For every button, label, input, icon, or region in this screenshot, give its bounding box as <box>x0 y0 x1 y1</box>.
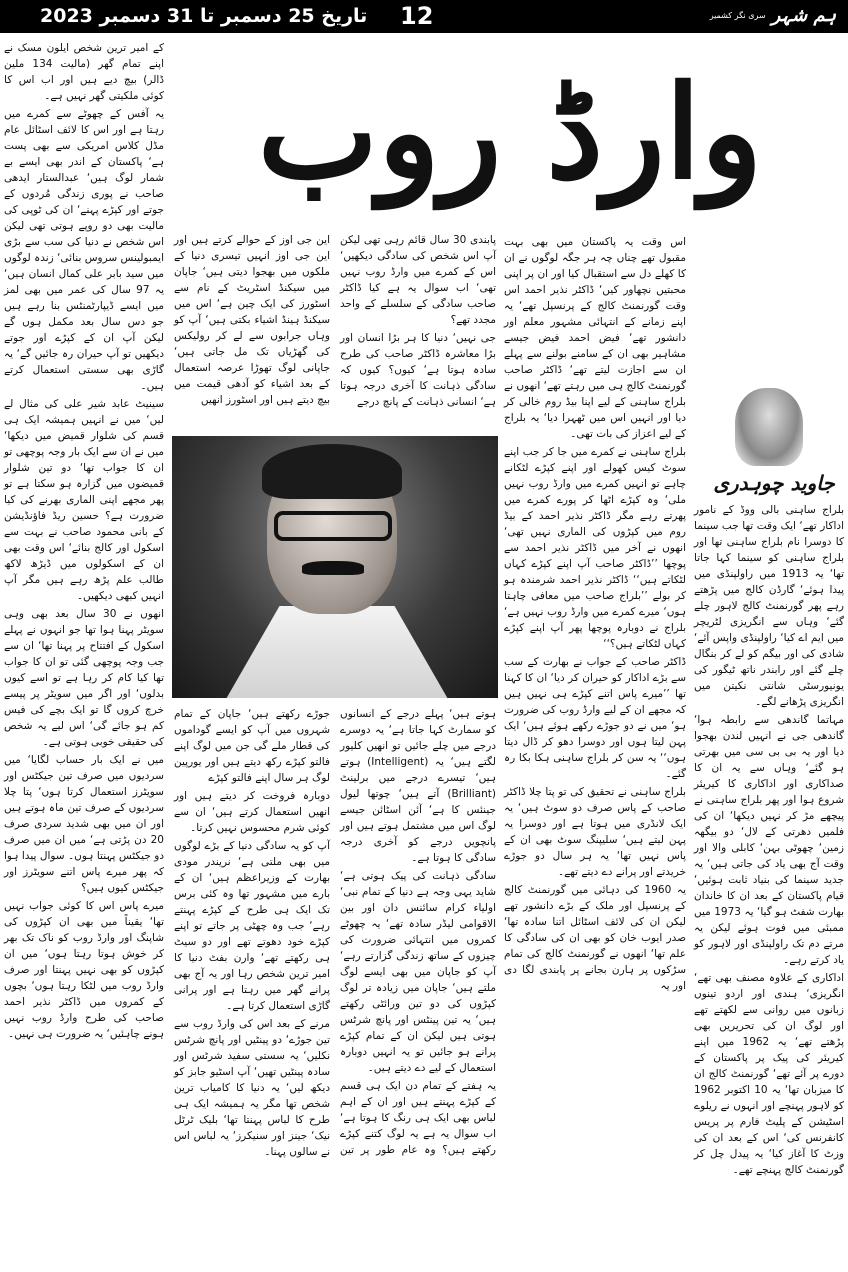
paragraph: مہاتما گاندھی سے رابطہ ہوا‘ گاندھی جی نے انہیں لندن بھجوا دیا اور یہ بی بی سی میں بھرتی ہو گئے‘ وہاں سے یہ ان کا صداکاری اور اداکاری کا کیریئر شروع ہوا اور پھر بلراج ساہنی نے پیچھے مڑ کر نہیں دیکھا‘ ان کی فلمیں دھرتی کے لال‘ دو بیگھہ زمین‘ چھوٹی بہن‘ کابلی والا اور وقت آج بھی یاد کی جاتی ہیں‘ یہ جدید سینما کی بنیاد ثابت ہوئیں‘ قیام پاکستان کے بعد ان کا خاندان بھارت شفٹ ہو گیا‘ یہ 1973 میں ممبئی میں فوت ہوئے لیکن یہ مرتے دم تک راولپنڈی اور لاہور کو یاد کرتے رہے۔ <box>694 714 844 966</box>
columns-top <box>174 232 496 411</box>
article-title: وارڈ روب <box>257 57 763 208</box>
page-header <box>0 0 848 33</box>
paragraph: بلراج ساہنی نے تحقیق کی تو پتا چلا ڈاکٹر صاحب کے پاس صرف دو سوٹ ہیں‘ یہ ایک لانڈری میں ہوتا ہے اور دوسرا یہ پہن لیتے ہیں‘ سلیپنگ سوٹ بھی ان کے پاس نہیں تھا‘ یہ ہر سال دو جوڑے خریدتے اور پرانے دے دیتے تھے۔ <box>504 786 686 878</box>
paragraph: سادگی ذہانت کی پیک ہوتی ہے‘ شاید یہی وجہ ہے دنیا کے تمام نبی‘ اولیاء کرام سائنس دان اور بین الاقوامی لیڈر سادہ تھے‘ یہ چھوٹے کمروں میں انتہائی ضرورت کی چیزوں کے ساتھ زندگی گزارتے رہے‘ آپ کو جاپان میں بھی ایسے لوگ ملتے ہیں‘ جاپان میں زیادہ تر لوگ کپڑوں کی دو تین ورائٹی رکھتے ہیں‘ یہ تین پینٹس اور پانچ شرٹس ہوتی ہیں لیکن ان کے تمام کپڑے پرانے ہو جائیں تو یہ انہیں دوبارہ استعمال کے لیے دے دیتے ہیں۔ <box>340 870 496 1074</box>
paragraph: جی نہیں‘ دنیا کا ہر بڑا انسان اور بڑا معاشرہ ڈاکٹر صاحب کی طرح سادہ ہوتا ہے‘ کیوں؟ کیوں کہ سادگی ذہانت کا آخری درجہ ہوتا ہے‘ انسانی ذہانت کے پانچ درجے <box>340 332 496 408</box>
column-far-left <box>4 40 164 1044</box>
newspaper-logo <box>710 4 836 28</box>
paragraph: بلراج ساہنی نے کمرے میں جا کر جب اپنے سوٹ کیس کھولے اور اپنے کپڑے لٹکانے چاہے تو انہیں کمرے میں وارڈ روب نہیں ملی‘ وہ کپڑے اٹھا کر پورے کمرے میں پھرتے رہے مگر ڈاکٹر نذیر احمد کے بیڈ روم میں کپڑوں کی الماری نہیں تھی‘ انھوں نے آخر میں ڈاکٹر نذیر احمد سے پوچھا ’’ڈاکٹر صاحب آپ اپنے کپڑے کہاں لٹکاتے ہیں‘‘ ڈاکٹر نذیر احمد شرمندہ ہو کر بولے ’’بلراج صاحب میں معافی چاہتا ہوں‘ میرے کمرے میں وارڈ روب نہیں ہے‘ بلراج نے دوبارہ پوچھا پھر آپ اپنے کپڑے کہاں لٹکاتے ہیں؟‘‘ <box>504 446 686 650</box>
author-name: جاوید چوہدری <box>713 471 835 495</box>
logo-wordmark: ہم شہر <box>771 5 836 26</box>
paragraph: یہ آفس کے چھوٹے سے کمرے میں رہتا ہے اور اس کا لائف اسٹائل عام مڈل کلاس امریکی سے بھی پست ہے‘ پاکستان کے اندر بھی ایسے بے شمار لوگ ہیں‘ عبدالستار ایدھی صاحب نے پوری زندگی مُردوں کے جوتے اور کپڑے پہنے‘ ان کی ٹوپی کی مالیت بھی دو روپے ہوتی تھی لیکن اس شخص نے دنیا کی سب سے بڑی ایمبولینس سروس بنائی‘ زندہ لوگوں میں سید بابر علی کمال انسان ہیں‘ یہ 97 سال کی عمر میں بھی لمز میں ایسے ڈیپارٹمنٹس بنا رہے ہیں جو دس سال بعد مکمل ہوں گے لیکن آپ ان کے کپڑے اور جوتے دیکھیں تو آپ حیران رہ جائیں گے‘ یہ گاڑی بھی سستی استعمال کرتے ہیں۔ <box>4 108 164 392</box>
paragraph: بلراج ساہنی بالی ووڈ کے نامور اداکار تھے‘ ایک وقت تھا جب سینما کا دوسرا نام بلراج ساہنی تھا اور بلراج ساہنی کو سینما کہا جاتا تھا‘ یہ 1913 میں راولپنڈی میں پیدا ہوئے‘ گارڈن کالج میں پڑھتے رہے پھر گورنمنٹ کالج لاہور چلے گئے‘ وہاں سے انگریزی لٹریچر میں ایم اے کیا‘ راولپنڈی واپس آئے‘ شادی کی اور بیگم کو لے کر بنگال چلے گئے اور رابندر ناتھ ٹیگور کی یونیورسٹی شانتی نکیتن میں انگریزی پڑھانے لگے۔ <box>694 504 844 708</box>
paragraph: این جی اوز کے حوالے کرتے ہیں اور این جی اوز انہیں تیسری دنیا کے ملکوں میں بھجوا دیتی ہیں‘ جاپان میں سیکنڈ اسٹریٹ کے نام سے اسٹورز کی ایک چین ہے‘ اس میں سیکنڈ ہینڈ اشیاء بکتی ہیں‘ آپ کو وہاں جرابوں سے لے کر رولیکس کی گھڑیاں تک مل جاتی ہیں‘ جاپانی لوگ تھوڑا عرصہ استعمال کے بعد اشیاء کو آدھی قیمت میں بیچ دیتے ہیں اور اسٹورز انھیں <box>174 234 330 406</box>
paragraph: میں نے ایک بار حساب لگایا‘ میں سردیوں میں صرف تین جیکٹس اور سویٹرز استعمال کرتا ہوں‘ پتا چلا سردیوں کے صرف تین ماہ ہوتے ہیں اور ان میں بھی شدید سردی صرف 20 دن پڑتی ہے‘ میں ان میں صرف دو جیکٹس پہنتا ہوں۔ سوال پیدا ہوا کہ پھر میرے پاس اتنے سویٹرز اور جیکٹس کیوں ہیں؟ <box>4 754 164 894</box>
paragraph: میرے پاس اس کا کوئی جواب نہیں تھا‘ یقیناً میں بھی ان کپڑوں کی شاپنگ اور وارڈ روب کو ناک تک بھر کر خوش ہوتا رہتا ہوں‘ میں ان کپڑوں کو بھی نہیں پہنتا اور صرف وارڈ روب میں لٹکا رہتا ہوں‘ بچوں کے کمروں میں ڈاکٹر نذیر احمد صاحب کی طرح وارڈ روب نہیں ہونے چاہئیں‘ یہ ضرورت ہی نہیں۔ <box>4 900 164 1040</box>
paragraph: دوبارہ فروخت کر دیتے ہیں اور انھیں استعمال کرتے ہیں‘ ان سے کوئی شرم محسوس نہیں کرتا۔ <box>174 790 330 834</box>
column-far-right <box>694 502 844 1180</box>
page-number: 12 <box>400 2 434 30</box>
paragraph: مرنے کے بعد اس کی وارڈ روب سے تین جوڑے‘ دو پینٹیں اور پانچ شرٹس نکلیں‘ یہ سستی سفید شرٹس اور سادہ پینٹیں تھیں‘ آپ اسٹیو جابز کو دیکھ لیں‘ یہ دنیا کا کامیاب ترین شخص تھا مگر یہ ہمیشہ ایک ہی طرح کا لباس پہنتا تھا‘ بلیک ٹرٹل نیک‘ جینز اور سنیکرز‘ یہ لباس اس نے سالوں پہنا۔ <box>174 1018 330 1158</box>
article-photo <box>172 436 498 698</box>
paragraph: یہ ہفتے کے تمام دن ایک ہی قسم کے کپڑے پہنتے ہیں اور ان کے اہم لباس بھی ایک ہی رنگ کا ہوتا ہے‘ اب سوال یہ ہے یہ لوگ کتنے کپڑے رکھتے ہیں؟ وہ عام طور پر تین جوڑے رکھتے ہیں‘ جاپان کے تمام شہروں میں آپ کو ایسے گوداموں کی قطار ملے گی جن میں لوگ اپنے فالتو کپڑے رکھ دیتے ہیں اور یورپین لوگ ہر سال اپنے فالتو کپڑے <box>174 708 496 1156</box>
paragraph: ڈاکٹر صاحب کے جواب نے بھارت کے سب سے بڑے اداکار کو حیران کر دیا‘ ان کا کہنا تھا ’’میرے پاس اتنے کپڑے ہی نہیں ہیں کہ مجھے ان کے لیے وارڈ روب کی ضرورت ہو‘ میں نے دو جوڑے رکھے ہوئے ہیں‘ ایک پہن لیتا ہوں اور دوسرا دھو کر ڈال دیتا ہوں‘‘ یہ سن کر بلراج ساہنی ہکا بکا رہ گئے۔ <box>504 656 686 780</box>
paragraph: کے امیر ترین شخص ایلون مسک نے اپنے تمام گھر (مالیت 134 ملین ڈالر) بیچ دیے ہیں اور اب اس کا کوئی ملکیتی گھر نہیں ہے۔ <box>4 42 164 102</box>
glasses-shape <box>274 511 392 541</box>
issue-date: تاریخ 25 دسمبر تا 31 دسمبر 2023 <box>40 5 368 27</box>
columns-bottom <box>174 706 496 1160</box>
paragraph: یہ 1960 کی دہائی میں گورنمنٹ کالج کے پرنسپل اور ملک کے بڑے دانشور تھے لیکن ان کی لائف اسٹائل اتنا سادہ تھا‘ صدر ایوب خان کو بھی ان کی سادگی کا علم تھا‘ انھوں نے گورنمنٹ کالج کی تمام سڑکوں پر ہارن بجانے پر پابندی لگا دی اور یہ <box>504 884 686 992</box>
paragraph: ہوتے ہیں‘ پہلے درجے کے انسانوں کو سمارٹ کہا جاتا ہے‘ یہ دوسرے درجے میں چلے جائیں تو انھیں کلیور لگتے ہیں‘ یہ (Intelligent) ہوتے ہیں‘ تیسرے درجے میں برلینٹ (Brilliant) آتے ہیں‘ چوتھا لیول جینئس کا ہے‘ آئن اسٹائن جیسے لوگ اس میں مشتمل ہوتے ہیں اور پانچویں درجے کو آخری درجہ سادگی کا ہوتا ہے۔ <box>340 708 496 864</box>
paragraph: انھوں نے 30 سال بعد بھی وہی سویٹر پہنا ہوا تھا جو انہوں نے پہلے اسکول کے افتتاح پر پہنا تھا‘ ان سے جب وجہ پوچھی گئی تو ان کا جواب تھا کیا کام کر رہا ہے تو اسے کیوں بدلوں‘ اور اگر میں سویٹر پر پیسے خرچ کروں گا تو ایک بچے کی فیس کم ہو جائے گی‘ اس لیے یہ شخص کی حقیقی خوبی ہوتی ہے۔ <box>4 608 164 748</box>
paragraph: اس وقت یہ پاکستان میں بھی بہت مقبول تھے چناں چہ ہر جگہ لوگوں نے ان کا کھلے دل سے استقبال کیا اور ان پر اپنی محبتیں نچھاور کیں‘ ڈاکٹر نذیر احمد اس وقت گورنمنٹ کالج کے پرنسپل تھے‘ یہ اپنے زمانے کے انتہائی مشہور معلم اور دانشور تھے‘ فیض احمد فیض جیسے مشاہیر بھی ان کے سامنے بولنے سے پہلے ان سے اجازت لیتے تھے‘ ڈاکٹر صاحب گورنمنٹ کالج ہی میں رہتے تھے‘ انھوں نے بلراج ساہنی کے لیے اپنا بیڈ روم خالی کر دیا اور انہیں اس میں ٹھہرا دیا‘ یہ بلراج کے لیے اعزاز کی بات تھی۔ <box>504 236 686 440</box>
paragraph: اداکاری کے علاوہ مصنف بھی تھے‘ انگریزی‘ ہندی اور اردو تینوں زبانوں میں روانی سے لکھتے تھے اور لوگ ان کی تحریریں بھی پڑھتے تھے‘ یہ 1962 میں اپنے کیریئر کی پیک پر پاکستان کے دورے پر آئے تھے‘ گورنمنٹ کالج ان کا میزبان تھا‘ یہ 10 اکتوبر 1962 کو لاہور پہنچے اور انہوں نے ریلوے اسٹیشن کے پلیٹ فارم پر پریس کانفرنس کی‘ اس کے بعد ان کی وزٹ کا آغاز کیا‘ یہ پیدل چل کر گورنمنٹ کالج پہنچے تھے۔ <box>694 972 844 1176</box>
author-photo <box>735 388 803 466</box>
column-center-right <box>504 234 686 996</box>
logo-subtitle: سری نگر کشمیر <box>709 11 766 20</box>
paragraph: پابندی 30 سال قائم رہی تھی لیکن آپ اس شخص کی سادگی دیکھیں‘ اس کے کمرے میں وارڈ روب نہیں تھی‘ اب سوال یہ ہے کیا ڈاکٹر صاحب سادگی کے سلسلے کے واحد مجدد تھے؟ <box>340 234 496 326</box>
paragraph: آپ کو یہ سادگی دنیا کے بڑے لوگوں میں بھی ملتی ہے‘ نریندر مودی بھارت کے وزیراعظم ہیں‘ ان کے بارے میں مشہور تھا وہ کئی برس تک ایک ہی طرح کے کپڑے پہنتے رہے‘ جب وہ چھٹی پر جاتے تو اپنے کپڑے خود دھوتے تھے اور دو سیٹ ہی رکھتے تھے‘ وارن بفٹ دنیا کا امیر ترین شخص رہا اور یہ آج بھی پرانے گھر میں رہتا ہے اور پرانی گاڑی استعمال کرتا ہے۔ <box>174 840 330 1012</box>
paragraph: سینیٹ عابد شیر علی کی مثال لے لیں‘ میں نے انہیں ہمیشہ ایک ہی قسم کی شلوار قمیض میں دیکھا‘ میں نے ان سے ایک بار وجہ پوچھی تو ان کا جواب تھا‘ دو تین شلوار قمیضوں میں گزارہ ہو سکتا ہے تو پھر مجھے اپنی الماری بھرنے کی کیا ضرورت ہے؟ حسین ریڈ فاؤنڈیشن کے بانی محمود صاحب نے بہت سے اسکول اور کالج بنائے‘ اس وقت بھی ان کے اسکولوں میں ڈیڑھ لاکھ طالب علم پڑھ رہے ہیں مگر آپ انہیں کبھی دیکھیں۔ <box>4 398 164 602</box>
